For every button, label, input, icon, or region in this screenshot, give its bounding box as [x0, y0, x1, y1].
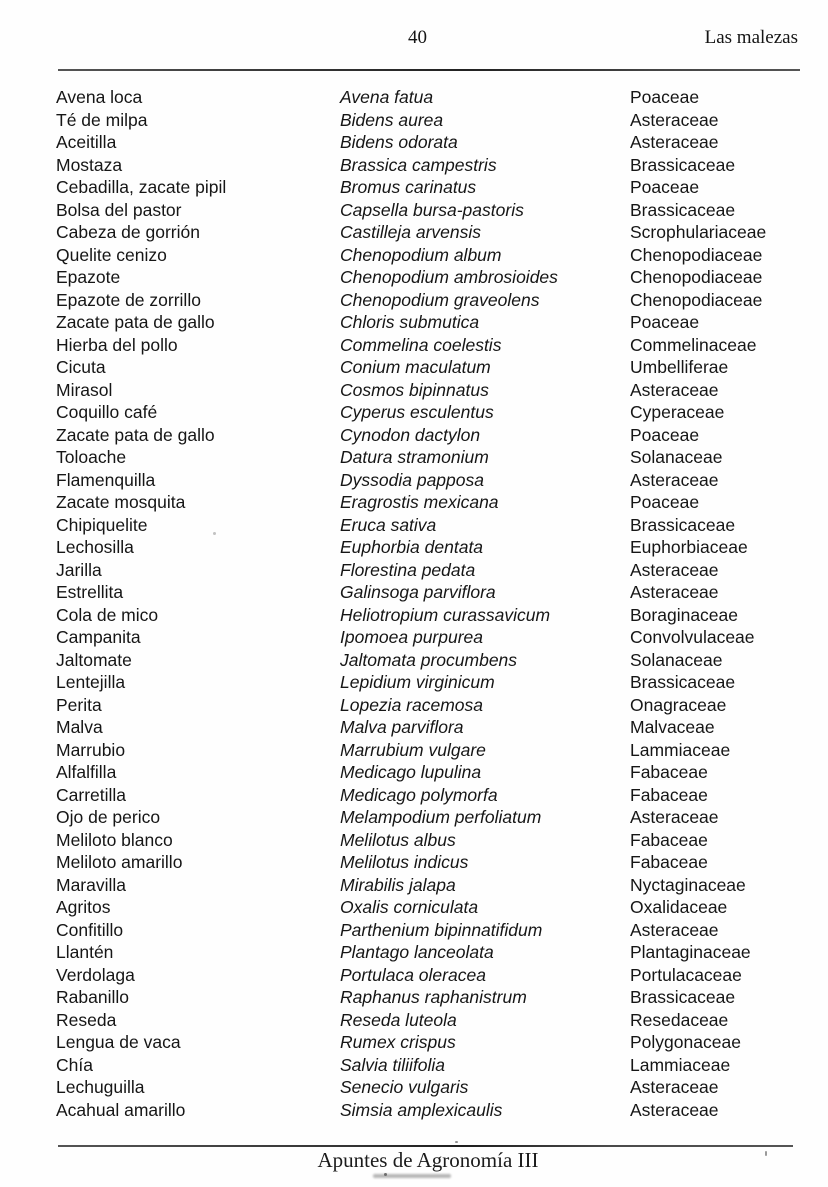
family-name-cell: Resedaceae — [630, 1009, 729, 1030]
family-name-cell: Fabaceae — [630, 829, 708, 850]
table-row — [0, 401, 828, 424]
family-name-cell: Oxalidaceae — [630, 897, 728, 917]
scientific-name-cell: Rumex crispus — [340, 1032, 456, 1052]
running-header-title: Las malezas — [704, 27, 798, 48]
table-row — [0, 581, 828, 604]
family-name-cell: Asteraceae — [630, 132, 719, 152]
table-row — [0, 919, 828, 942]
scientific-name-cell: Parthenium bipinnatifidum — [340, 919, 543, 940]
scientific-name-cell: Chenopodium album — [340, 244, 502, 265]
common-name-cell: Epazote — [56, 267, 121, 287]
table-row — [0, 739, 828, 762]
common-name-cell: Jaltomate — [56, 649, 132, 670]
family-name-cell: Lammiaceae — [630, 1054, 731, 1075]
table-row — [0, 356, 828, 379]
family-name-cell: Asteraceae — [630, 582, 719, 602]
family-name-cell: Nyctaginaceae — [630, 874, 746, 895]
table-row — [0, 311, 828, 334]
family-name-cell: Chenopodiaceae — [630, 267, 763, 287]
scientific-name-cell: Senecio vulgaris — [340, 1077, 469, 1097]
scientific-name-cell: Brassica campestris — [340, 154, 497, 175]
scientific-name-cell: Cynodon dactylon — [340, 424, 481, 445]
family-name-cell: Asteraceae — [630, 559, 719, 580]
table-row — [0, 221, 828, 244]
family-name-cell: Fabaceae — [630, 762, 708, 782]
table-row — [0, 536, 828, 559]
table-row — [0, 334, 828, 357]
scientific-name-cell: Lepidium virginicum — [340, 672, 495, 692]
table-row — [0, 176, 828, 199]
common-name-cell: Quelite cenizo — [56, 244, 167, 265]
scientific-name-cell: Bidens aurea — [340, 109, 444, 130]
table-row — [0, 244, 828, 267]
common-name-cell: Campanita — [56, 627, 141, 647]
scientific-name-cell: Chenopodium ambrosioides — [340, 267, 558, 287]
family-name-cell: Scrophulariaceae — [630, 222, 767, 242]
common-name-cell: Ojo de perico — [56, 807, 161, 827]
common-name-cell: Maravilla — [56, 874, 127, 895]
scientific-name-cell: Cyperus esculentus — [340, 402, 494, 422]
table-row — [0, 626, 828, 649]
common-name-cell: Reseda — [56, 1009, 117, 1030]
scientific-name-cell: Conium maculatum — [340, 357, 491, 377]
common-name-cell: Bolsa del pastor — [56, 199, 182, 220]
common-name-cell: Carretilla — [56, 784, 127, 805]
table-row — [0, 986, 828, 1009]
family-name-cell: Solanaceae — [630, 447, 723, 467]
family-name-cell: Portulacaceae — [630, 964, 742, 985]
table-row — [0, 716, 828, 739]
common-name-cell: Meliloto blanco — [56, 829, 173, 850]
family-name-cell: Poaceae — [630, 492, 700, 512]
table-row — [0, 964, 828, 987]
common-name-cell: Zacate pata de gallo — [56, 424, 215, 445]
family-name-cell: Commelinaceae — [630, 334, 757, 355]
family-name-cell: Poaceae — [630, 424, 700, 445]
footer-rule — [58, 1145, 793, 1147]
table-row — [0, 131, 828, 154]
common-name-cell: Lechosilla — [56, 537, 134, 557]
common-name-cell: Meliloto amarillo — [56, 852, 183, 872]
scientific-name-cell: Dyssodia papposa — [340, 469, 484, 490]
scientific-name-cell: Reseda luteola — [340, 1009, 457, 1030]
family-name-cell: Euphorbiaceae — [630, 537, 748, 557]
table-row — [0, 604, 828, 627]
common-name-cell: Té de milpa — [56, 109, 148, 130]
scientific-name-cell: Mirabilis jalapa — [340, 874, 456, 895]
family-name-cell: Boraginaceae — [630, 604, 738, 625]
common-name-cell: Verdolaga — [56, 964, 135, 985]
family-name-cell: Polygonaceae — [630, 1032, 741, 1052]
scientific-name-cell: Avena fatua — [340, 87, 434, 107]
table-row — [0, 379, 828, 402]
header-rule — [58, 69, 800, 71]
common-name-cell: Epazote de zorrillo — [56, 289, 201, 310]
common-name-cell: Perita — [56, 694, 102, 715]
scientific-name-cell: Malva parviflora — [340, 717, 464, 737]
scientific-name-cell: Capsella bursa-pastoris — [340, 199, 524, 220]
table-row — [0, 514, 828, 537]
common-name-cell: Confitillo — [56, 919, 124, 940]
table-row — [0, 941, 828, 964]
table-row — [0, 446, 828, 469]
family-name-cell: Lammiaceae — [630, 739, 731, 760]
family-name-cell: Poaceae — [630, 87, 700, 107]
table-row — [0, 154, 828, 177]
common-name-cell: Avena loca — [56, 87, 143, 107]
table-row — [0, 1099, 828, 1122]
footer-title: Apuntes de Agronomía III — [317, 1148, 539, 1172]
scientific-name-cell: Euphorbia dentata — [340, 537, 484, 557]
scientific-name-cell: Commelina coelestis — [340, 334, 502, 355]
table-row — [0, 874, 828, 897]
scientific-name-cell: Melampodium perfoliatum — [340, 807, 542, 827]
scientific-name-cell: Melilotus indicus — [340, 852, 469, 872]
table-row — [0, 424, 828, 447]
scientific-name-cell: Eruca sativa — [340, 514, 437, 535]
common-name-cell: Cabeza de gorrión — [56, 222, 200, 242]
scan-speck — [384, 1173, 387, 1176]
common-name-cell: Zacate pata de gallo — [56, 312, 215, 332]
scientific-name-cell: Bidens odorata — [340, 132, 458, 152]
scan-speck — [213, 532, 216, 535]
scientific-name-cell: Plantago lanceolata — [340, 942, 494, 962]
family-name-cell: Plantaginaceae — [630, 942, 751, 962]
page-number: 40 — [408, 27, 427, 48]
family-name-cell: Malvaceae — [630, 717, 715, 737]
family-name-cell: Cyperaceae — [630, 402, 725, 422]
family-name-cell: Asteraceae — [630, 379, 719, 400]
table-row — [0, 289, 828, 312]
family-name-cell: Brassicaceae — [630, 672, 736, 692]
scientific-name-cell: Melilotus albus — [340, 829, 456, 850]
scientific-name-cell: Jaltomata procumbens — [340, 649, 518, 670]
scientific-name-cell: Raphanus raphanistrum — [340, 987, 527, 1007]
common-name-cell: Llantén — [56, 942, 114, 962]
scientific-name-cell: Chloris submutica — [340, 312, 480, 332]
scientific-name-cell: Medicago lupulina — [340, 762, 482, 782]
table-row — [0, 199, 828, 222]
scientific-name-cell: Medicago polymorfa — [340, 784, 498, 805]
common-name-cell: Lengua de vaca — [56, 1032, 181, 1052]
scientific-name-cell: Galinsoga parviflora — [340, 582, 496, 602]
table-row — [0, 1009, 828, 1032]
common-name-cell: Flamenquilla — [56, 469, 156, 490]
scan-speck — [455, 1141, 458, 1143]
family-name-cell: Onagraceae — [630, 694, 727, 715]
common-name-cell: Mirasol — [56, 379, 113, 400]
family-name-cell: Solanaceae — [630, 649, 723, 670]
table-row — [0, 1076, 828, 1099]
scan-speck — [765, 1151, 767, 1156]
common-name-cell: Hierba del pollo — [56, 334, 178, 355]
scientific-name-cell: Florestina pedata — [340, 559, 476, 580]
table-row — [0, 86, 828, 109]
family-name-cell: Brassicaceae — [630, 199, 736, 220]
scientific-name-cell: Bromus carinatus — [340, 177, 477, 197]
weed-species-table — [0, 86, 828, 1121]
table-row — [0, 559, 828, 582]
scientific-name-cell: Datura stramonium — [340, 447, 489, 467]
scientific-name-cell: Heliotropium curassavicum — [340, 604, 551, 625]
scientific-name-cell: Eragrostis mexicana — [340, 492, 499, 512]
family-name-cell: Chenopodiaceae — [630, 244, 763, 265]
family-name-cell: Asteraceae — [630, 469, 719, 490]
scientific-name-cell: Simsia amplexicaulis — [340, 1099, 503, 1120]
family-name-cell: Brassicaceae — [630, 987, 736, 1007]
common-name-cell: Malva — [56, 717, 103, 737]
common-name-cell: Jarilla — [56, 559, 102, 580]
common-name-cell: Chía — [56, 1054, 93, 1075]
family-name-cell: Asteraceae — [630, 109, 719, 130]
table-row — [0, 851, 828, 874]
family-name-cell: Asteraceae — [630, 1099, 719, 1120]
common-name-cell: Cebadilla, zacate pipil — [56, 177, 227, 197]
scientific-name-cell: Ipomoea purpurea — [340, 627, 484, 647]
table-row — [0, 896, 828, 919]
common-name-cell: Lechuguilla — [56, 1077, 145, 1097]
family-name-cell: Fabaceae — [630, 852, 708, 872]
family-name-cell: Poaceae — [630, 177, 700, 197]
table-row — [0, 829, 828, 852]
table-row — [0, 1031, 828, 1054]
common-name-cell: Cicuta — [56, 357, 106, 377]
family-name-cell: Brassicaceae — [630, 514, 736, 535]
common-name-cell: Acahual amarillo — [56, 1099, 186, 1120]
table-row — [0, 784, 828, 807]
table-row — [0, 491, 828, 514]
common-name-cell: Alfalfilla — [56, 762, 117, 782]
table-row — [0, 761, 828, 784]
family-name-cell: Asteraceae — [630, 807, 719, 827]
scientific-name-cell: Oxalis corniculata — [340, 897, 479, 917]
family-name-cell: Asteraceae — [630, 1077, 719, 1097]
family-name-cell: Chenopodiaceae — [630, 289, 763, 310]
common-name-cell: Marrubio — [56, 739, 126, 760]
family-name-cell: Poaceae — [630, 312, 700, 332]
family-name-cell: Umbelliferae — [630, 357, 729, 377]
scientific-name-cell: Lopezia racemosa — [340, 694, 483, 715]
table-row — [0, 266, 828, 289]
common-name-cell: Agritos — [56, 897, 111, 917]
table-row — [0, 671, 828, 694]
common-name-cell: Mostaza — [56, 154, 123, 175]
scientific-name-cell: Marrubium vulgare — [340, 739, 486, 760]
scientific-name-cell: Cosmos bipinnatus — [340, 379, 489, 400]
family-name-cell: Convolvulaceae — [630, 627, 755, 647]
table-row — [0, 109, 828, 132]
family-name-cell: Asteraceae — [630, 919, 719, 940]
scientific-name-cell: Chenopodium graveolens — [340, 289, 540, 310]
family-name-cell: Fabaceae — [630, 784, 708, 805]
common-name-cell: Lentejilla — [56, 672, 126, 692]
common-name-cell: Zacate mosquita — [56, 492, 186, 512]
common-name-cell: Toloache — [56, 447, 127, 467]
common-name-cell: Coquillo café — [56, 402, 158, 422]
scientific-name-cell: Castilleja arvensis — [340, 222, 482, 242]
table-row — [0, 1054, 828, 1077]
common-name-cell: Chipiquelite — [56, 514, 148, 535]
common-name-cell: Aceitilla — [56, 132, 117, 152]
common-name-cell: Rabanillo — [56, 987, 129, 1007]
table-row — [0, 649, 828, 672]
table-row — [0, 806, 828, 829]
family-name-cell: Brassicaceae — [630, 154, 736, 175]
common-name-cell: Estrellita — [56, 582, 124, 602]
scientific-name-cell: Portulaca oleracea — [340, 964, 486, 985]
scientific-name-cell: Salvia tiliifolia — [340, 1054, 446, 1075]
common-name-cell: Cola de mico — [56, 604, 159, 625]
table-row — [0, 469, 828, 492]
table-row — [0, 694, 828, 717]
